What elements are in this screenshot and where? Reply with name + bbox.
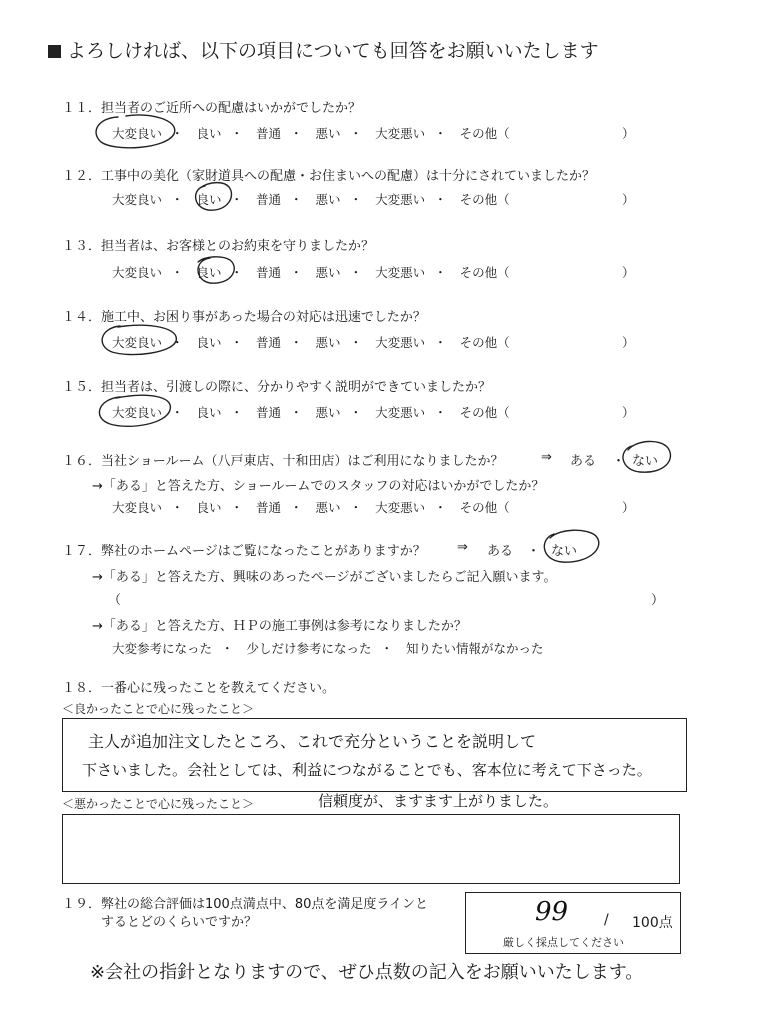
q11-option-normal[interactable]: 普通 [256,126,282,141]
q15-options: 大変良い ・ 良い ・ 普通 ・ 悪い ・ 大変悪い ・ その他（ [112,405,510,420]
question-19-line-1: １９．弊社の総合評価は100点満点中、80点を満足度ラインと [62,897,428,912]
question-12: １２．工事中の美化（家財道具への配慮・お住まいへの配慮）は十分にされていましたか？ [62,169,596,184]
q16-option-other[interactable]: その他（ [459,500,510,515]
q14-option-other[interactable]: その他（ [459,335,510,350]
q15-option-bad[interactable]: 悪い [315,405,341,420]
q15-option-very-good[interactable]: 大変良い [112,405,163,420]
q14-paren-close: ） [622,335,635,350]
q17-options: 大変参考になった ・ 少しだけ参考になった ・ 知りたい情報がなかった [112,641,544,656]
title-text: よろしければ、以下の項目についても回答をお願いいたします [67,40,599,62]
q13-option-good[interactable]: 良い [196,265,222,280]
question-17: １７．弊社のホームページはご覧になったことがありますか？ [62,544,426,559]
q12-option-normal[interactable]: 普通 [256,192,282,207]
q15-option-other[interactable]: その他（ [459,405,510,420]
q17-option-yes[interactable]: ある [487,544,514,559]
question-14: １４．施工中、お困り事があった場合の対応は迅速でしたか？ [62,310,426,325]
question-18: １８．一番心に残ったことを教えてください。 [62,681,336,696]
q15-option-normal[interactable]: 普通 [256,405,282,420]
q16-options: 大変良い ・ 良い ・ 普通 ・ 悪い ・ 大変悪い ・ その他（ [112,500,510,515]
q11-options: 大変良い ・ 良い ・ 普通 ・ 悪い ・ 大変悪い ・ その他（ [112,126,510,141]
q17-paren-close: ） [651,593,665,608]
q15-paren-close: ） [622,405,635,420]
q14-option-normal[interactable]: 普通 [256,335,282,350]
q14-option-very-bad[interactable]: 大変悪い [375,335,426,350]
q16-paren-close: ） [622,500,635,515]
q18-bad-answer-box[interactable] [62,814,680,884]
q13-option-other[interactable]: その他（ [459,265,510,280]
q12-option-other[interactable]: その他（ [459,192,510,207]
q11-option-good[interactable]: 良い [196,126,222,141]
q19-score-handwritten: 99 [535,897,569,927]
q18-good-handwritten-line-1: 主人が追加注文したところ、これで充分ということを説明して [88,732,537,751]
q16-sub-question: →「ある」と答えた方、ショールームでのスタッフの対応はいかがでしたか？ [92,479,545,494]
q17-option-slightly-helpful[interactable]: 少しだけ参考になった [246,641,372,656]
q17-dot: ・ [527,544,541,559]
question-11: １１．担当者のご近所への配慮はいかがでしたか？ [62,101,362,116]
q17-sub-question-1: →「ある」と答えた方、興味のあったページがございましたらご記入願います。 [92,570,557,585]
q11-option-very-good[interactable]: 大変良い [112,126,163,141]
q16-dot: ・ [612,454,626,469]
q17-paren-open: （ [108,593,122,608]
q13-option-normal[interactable]: 普通 [256,265,282,280]
square-bullet-icon [48,45,61,58]
q16-arrow: ⇒ [541,450,552,465]
q18-good-label: ＜良かったことで心に残ったこと＞ [62,702,255,716]
q11-paren-close: ） [622,126,635,141]
q11-option-bad[interactable]: 悪い [315,126,341,141]
question-19-line-2: するとどのくらいですか？ [101,915,258,930]
q17-arrow: ⇒ [457,540,468,555]
q19-slash: / [604,912,609,928]
q19-note: 厳しく採点してください [503,936,624,949]
q18-bad-handwritten: 信頼度が、ますます上がりました。 [318,792,559,810]
q12-option-very-bad[interactable]: 大変悪い [375,192,426,207]
q12-option-very-good[interactable]: 大変良い [112,192,163,207]
q14-option-bad[interactable]: 悪い [315,335,341,350]
q19-max-score: 100点 [632,915,673,931]
question-13: １３．担当者は、お客様とのお約束を守りましたか？ [62,239,375,254]
q16-option-good[interactable]: 良い [196,500,222,515]
q13-paren-close: ） [622,265,635,280]
q12-options: 大変良い ・ 良い ・ 普通 ・ 悪い ・ 大変悪い ・ その他（ [112,192,510,207]
q13-options: 大変良い ・ 良い ・ 普通 ・ 悪い ・ 大変悪い ・ その他（ [112,265,510,280]
q16-option-normal[interactable]: 普通 [256,500,282,515]
q14-options: 大変良い ・ 良い ・ 普通 ・ 悪い ・ 大変悪い ・ その他（ [112,335,510,350]
q16-option-yes[interactable]: ある [570,454,597,469]
q15-option-good[interactable]: 良い [196,405,222,420]
q13-option-very-bad[interactable]: 大変悪い [375,265,426,280]
q14-option-good[interactable]: 良い [196,335,222,350]
q13-option-bad[interactable]: 悪い [315,265,341,280]
q18-bad-label: ＜悪かったことで心に残ったこと＞ [62,797,255,811]
q16-option-very-bad[interactable]: 大変悪い [375,500,426,515]
q13-option-very-good[interactable]: 大変良い [112,265,163,280]
q17-sub-question-2: →「ある」と答えた方、ＨＰの施工事例は参考になりましたか？ [92,619,467,634]
q18-good-handwritten-line-2: 下さいました。会社としては、利益につながることでも、客本位に考えて下さった。 [82,761,652,779]
q17-option-no[interactable]: ない [551,544,578,559]
q16-option-bad[interactable]: 悪い [315,500,341,515]
question-15: １５．担当者は、引渡しの際に、分かりやすく説明ができていましたか？ [62,380,492,395]
q17-option-very-helpful[interactable]: 大変参考になった [112,641,213,656]
q15-option-very-bad[interactable]: 大変悪い [375,405,426,420]
page-title [48,36,599,63]
q16-option-no[interactable]: ない [632,454,659,469]
q11-option-very-bad[interactable]: 大変悪い [375,126,426,141]
q12-option-bad[interactable]: 悪い [315,192,341,207]
q17-option-not-found[interactable]: 知りたい情報がなかった [406,641,544,656]
q12-option-good[interactable]: 良い [196,192,222,207]
q14-option-very-good[interactable]: 大変良い [112,335,163,350]
footer-note: ※会社の指針となりますので、ぜひ点数の記入をお願いいたします。 [90,962,644,983]
q12-paren-close: ） [622,192,635,207]
q11-option-other[interactable]: その他（ [459,126,510,141]
q16-option-very-good[interactable]: 大変良い [112,500,163,515]
question-16: １６．当社ショールーム（八戸東店、十和田店）はご利用になりましたか？ [62,454,504,469]
